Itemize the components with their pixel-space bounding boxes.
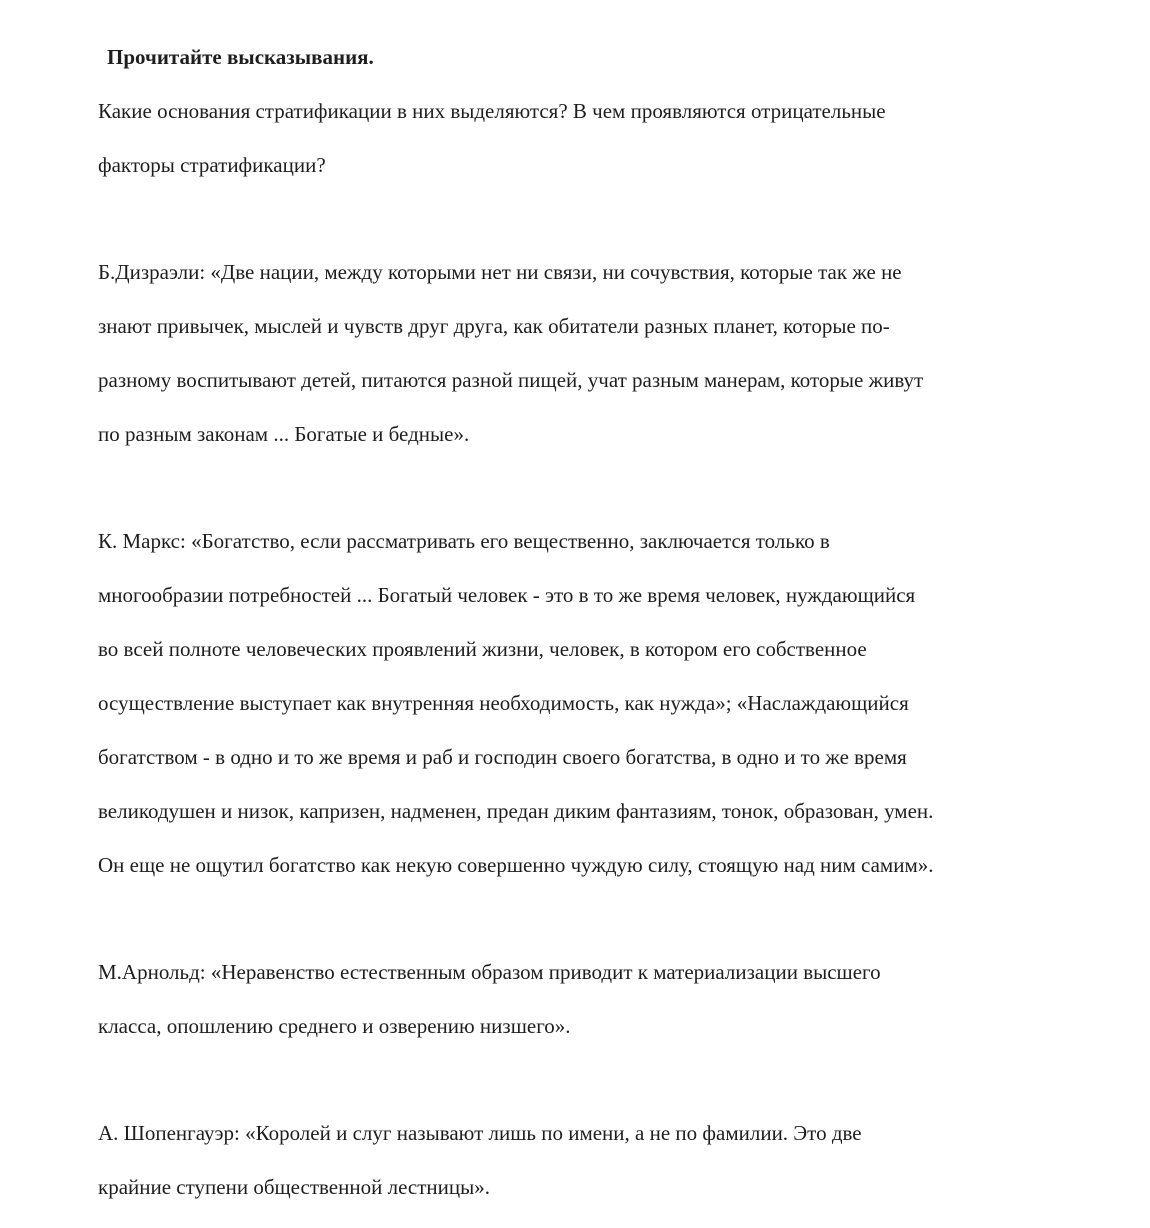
quote-disraeli (98, 232, 1098, 475)
quote-line: Б.Дизраэли: «Две нации, между которыми нет ни связи, ни сочувствия, которые так же не (98, 260, 902, 284)
quote-line: Он еще не ощутил богатство как некую совершенно чуждую силу, стоящую над ним самим». (98, 853, 934, 877)
question-line: факторы стратификации? (98, 153, 326, 177)
quote-line: богатством - в одно и то же время и раб и господин своего богатства, в одно и то же время (98, 745, 907, 769)
quote-marx (98, 501, 1098, 906)
quote-line: знают привычек, мыслей и чувств друг друга, как обитатели разных планет, которые по- (98, 314, 890, 338)
quote-line: многообразии потребностей ... Богатый человек - это в то же время человек, нуждающийся (98, 583, 916, 607)
quote-line: М.Арнольд: «Неравенство естественным образом приводит к материализации высшего (98, 960, 881, 984)
document-page (98, 44, 1098, 1228)
quote-arnold (98, 932, 1098, 1067)
question-line: Какие основания стратификации в них выделяются? В чем проявляются отрицательные (98, 99, 886, 123)
quote-line: разному воспитывают детей, питаются разной пищей, учат разным манерам, которые живут (98, 368, 924, 392)
quote-line: К. Маркс: «Богатство, если рассматривать его вещественно, заключается только в (98, 529, 830, 553)
quote-line: великодушен и низок, капризен, надменен, предан диким фантазиям, тонок, образован, умен. (98, 799, 934, 823)
quote-line: класса, опошлению среднего и озверению низшего». (98, 1014, 571, 1038)
quote-line: крайние ступени общественной лестницы». (98, 1175, 490, 1199)
page-title: Прочитайте высказывания. (107, 45, 374, 69)
quote-line: по разным законам ... Богатые и бедные». (98, 422, 470, 446)
quote-schopenhauer (98, 1093, 1098, 1228)
quote-line: осуществление выступает как внутренняя необходимость, как нужда»; «Наслаждающийся (98, 691, 909, 715)
quote-line: А. Шопенгауэр: «Королей и слуг называют лишь по имени, а не по фамилии. Это две (98, 1121, 862, 1145)
question-paragraph (98, 71, 1098, 206)
quote-line: во всей полноте человеческих проявлений жизни, человек, в котором его собственное (98, 637, 867, 661)
